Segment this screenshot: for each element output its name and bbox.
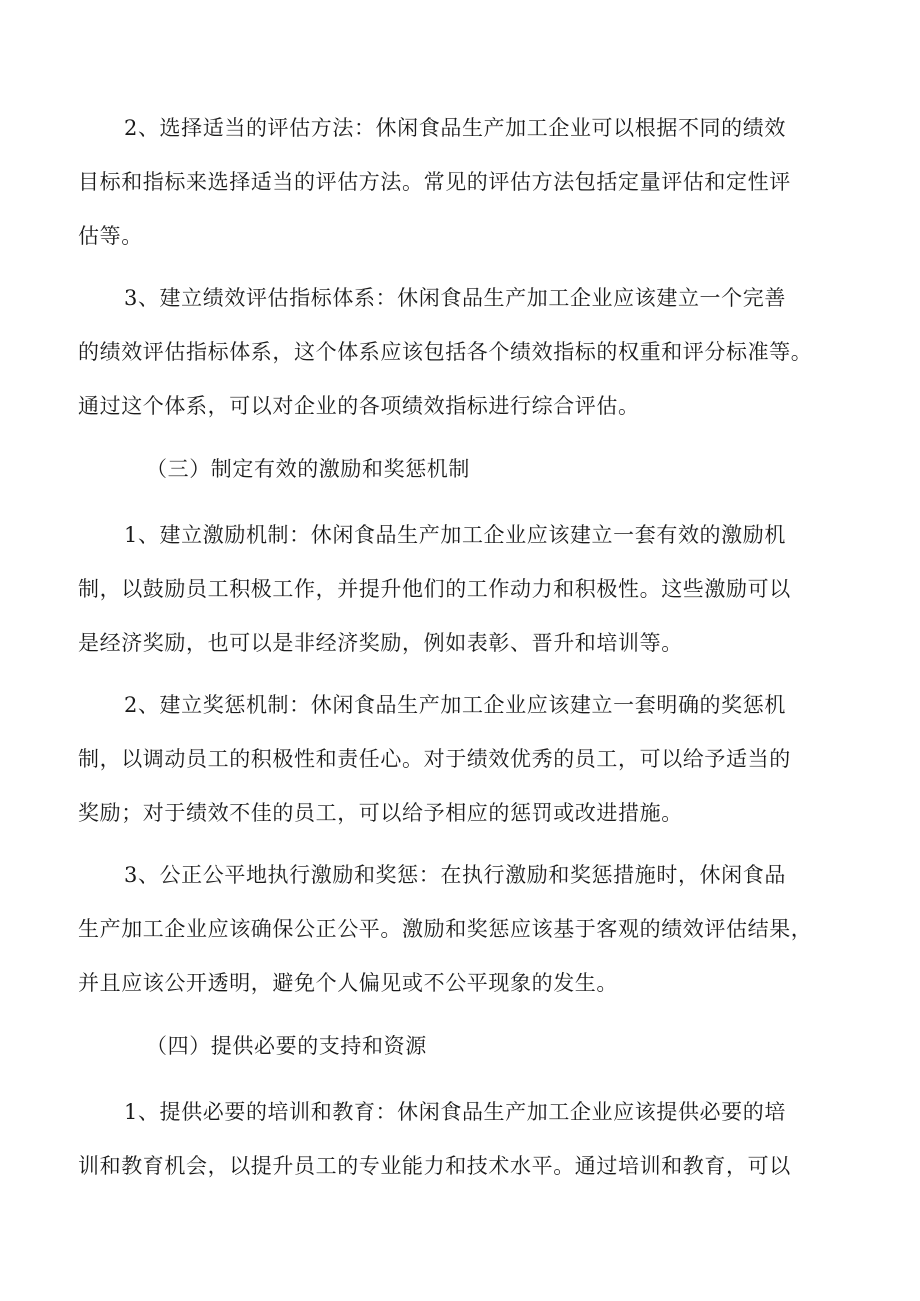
- paragraph-line: 训和教育机会，以提升员工的专业能力和技术水平。通过培训和教育，可以: [78, 1154, 791, 1178]
- paragraph-line: 2、建立奖惩机制：休闲食品生产加工企业应该建立一套明确的奖惩机: [124, 693, 786, 717]
- paragraph-line: 估等。: [78, 224, 143, 248]
- paragraph-line: 2、选择适当的评估方法：休闲食品生产加工企业可以根据不同的绩效: [124, 116, 786, 140]
- paragraph-line: 奖励；对于绩效不佳的员工，可以给予相应的惩罚或改进措施。: [78, 801, 683, 825]
- paragraph-line: 制，以鼓励员工积极工作，并提升他们的工作动力和积极性。这些激励可以: [78, 577, 791, 601]
- section-heading: （四）提供必要的支持和资源: [146, 1034, 427, 1058]
- paragraph-line: 3、建立绩效评估指标体系：休闲食品生产加工企业应该建立一个完善: [124, 286, 786, 310]
- paragraph-line: 1、提供必要的培训和教育：休闲食品生产加工企业应该提供必要的培: [124, 1100, 786, 1124]
- paragraph-line: 并且应该公开透明，避免个人偏见或不公平现象的发生。: [78, 971, 618, 995]
- section-heading: （三）制定有效的激励和奖惩机制: [146, 457, 470, 481]
- paragraph-line: 制，以调动员工的积极性和责任心。对于绩效优秀的员工，可以给予适当的: [78, 747, 791, 771]
- paragraph-line: 的绩效评估指标体系，这个体系应该包括各个绩效指标的权重和评分标准等。: [78, 340, 813, 364]
- paragraph-line: 是经济奖励，也可以是非经济奖励，例如表彰、晋升和培训等。: [78, 631, 683, 655]
- paragraph-line: 生产加工企业应该确保公正公平。激励和奖惩应该基于客观的绩效评估结果，: [78, 917, 813, 941]
- paragraph-line: 1、建立激励机制：休闲食品生产加工企业应该建立一套有效的激励机: [124, 523, 786, 547]
- paragraph-line: 通过这个体系，可以对企业的各项绩效指标进行综合评估。: [78, 394, 640, 418]
- paragraph-line: 目标和指标来选择适当的评估方法。常见的评估方法包括定量评估和定性评: [78, 170, 791, 194]
- paragraph-line: 3、公正公平地执行激励和奖惩：在执行激励和奖惩措施时，休闲食品: [124, 863, 786, 887]
